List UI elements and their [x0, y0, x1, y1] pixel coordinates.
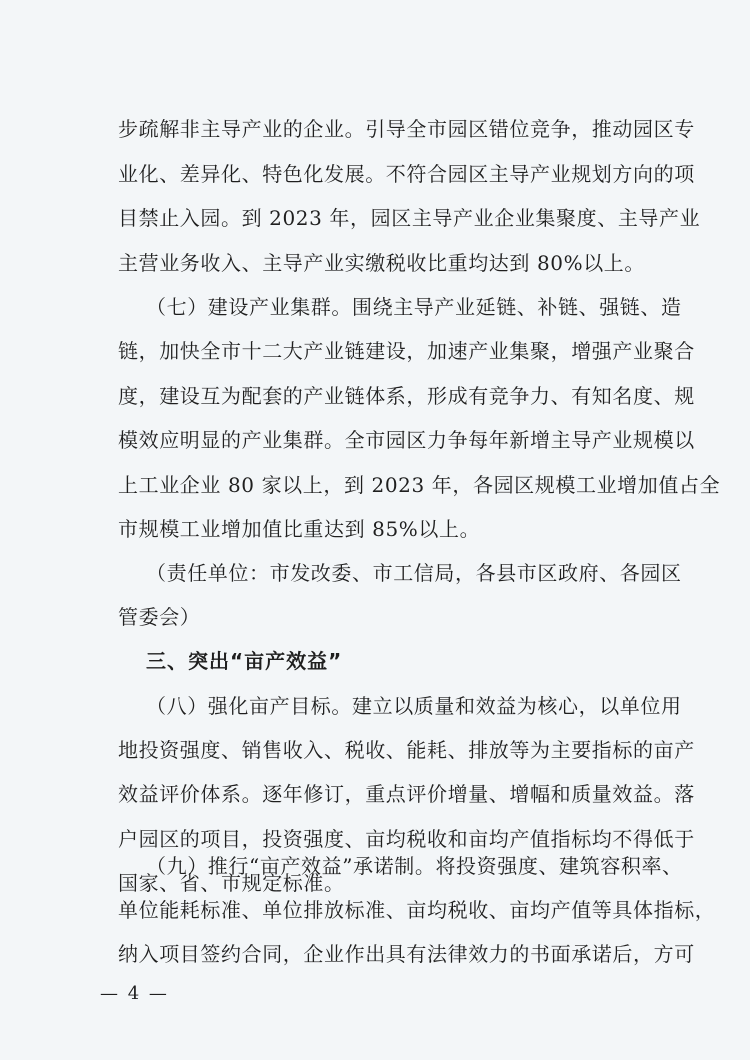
- text-line-12: 管委会）: [118, 605, 201, 629]
- text-line-8: 模效应明显的产业集群。全市园区力争每年新增主导产业规模以: [118, 428, 695, 452]
- text-line-18: 国家、省、市规定标准。: [118, 871, 345, 895]
- text-line-5: （七）建设产业集群。围绕主导产业延链、补链、强链、造: [146, 295, 682, 319]
- text-line-4: 主营业务收入、主导产业实缴税收比重均达到 80%以上。: [118, 251, 646, 275]
- text-line-1: 步疏解非主导产业的企业。引导全市园区错位竞争，推动园区专: [118, 117, 695, 141]
- text-line-2: 业化、差异化、特色化发展。不符合园区主导产业规划方向的项: [118, 162, 695, 186]
- text-line-19: （九）推行“亩产效益”承诺制。将投资强度、建筑容积率、: [146, 854, 683, 878]
- text-line-15: 地投资强度、销售收入、税收、能耗、排放等为主要指标的亩产: [118, 738, 695, 762]
- text-line-20: 单位能耗标准、单位排放标准、亩均税收、亩均产值等具体指标，: [118, 898, 716, 922]
- text-line-7: 度，建设互为配套的产业链体系，形成有竞争力、有知名度、规: [118, 384, 695, 408]
- text-line-6: 链，加快全市十二大产业链建设，加速产业集聚，增强产业聚合: [118, 339, 695, 363]
- text-line-11: （责任单位：市发改委、市工信局，各县市区政府、各园区: [146, 561, 682, 585]
- text-line-9: 上工业企业 80 家以上，到 2023 年，各园区规模工业增加值占全: [118, 473, 721, 497]
- text-line-3: 目禁止入园。到 2023 年，园区主导产业企业集聚度、主导产业: [118, 206, 701, 230]
- text-line-14: （八）强化亩产目标。建立以质量和效益为核心，以单位用: [146, 694, 682, 718]
- text-line-10: 市规模工业增加值比重达到 85%以上。: [118, 517, 481, 541]
- page-number: — 4 —: [100, 983, 169, 1004]
- text-line-17: 户园区的项目，投资强度、亩均税收和亩均产值指标均不得低于: [118, 827, 695, 851]
- text-line-21: 纳入项目签约合同，企业作出具有法律效力的书面承诺后，方可: [118, 942, 695, 966]
- text-line-13: 三、突出“亩产效益”: [146, 649, 343, 673]
- text-line-16: 效益评价体系。逐年修订，重点评价增量、增幅和质量效益。落: [118, 782, 695, 806]
